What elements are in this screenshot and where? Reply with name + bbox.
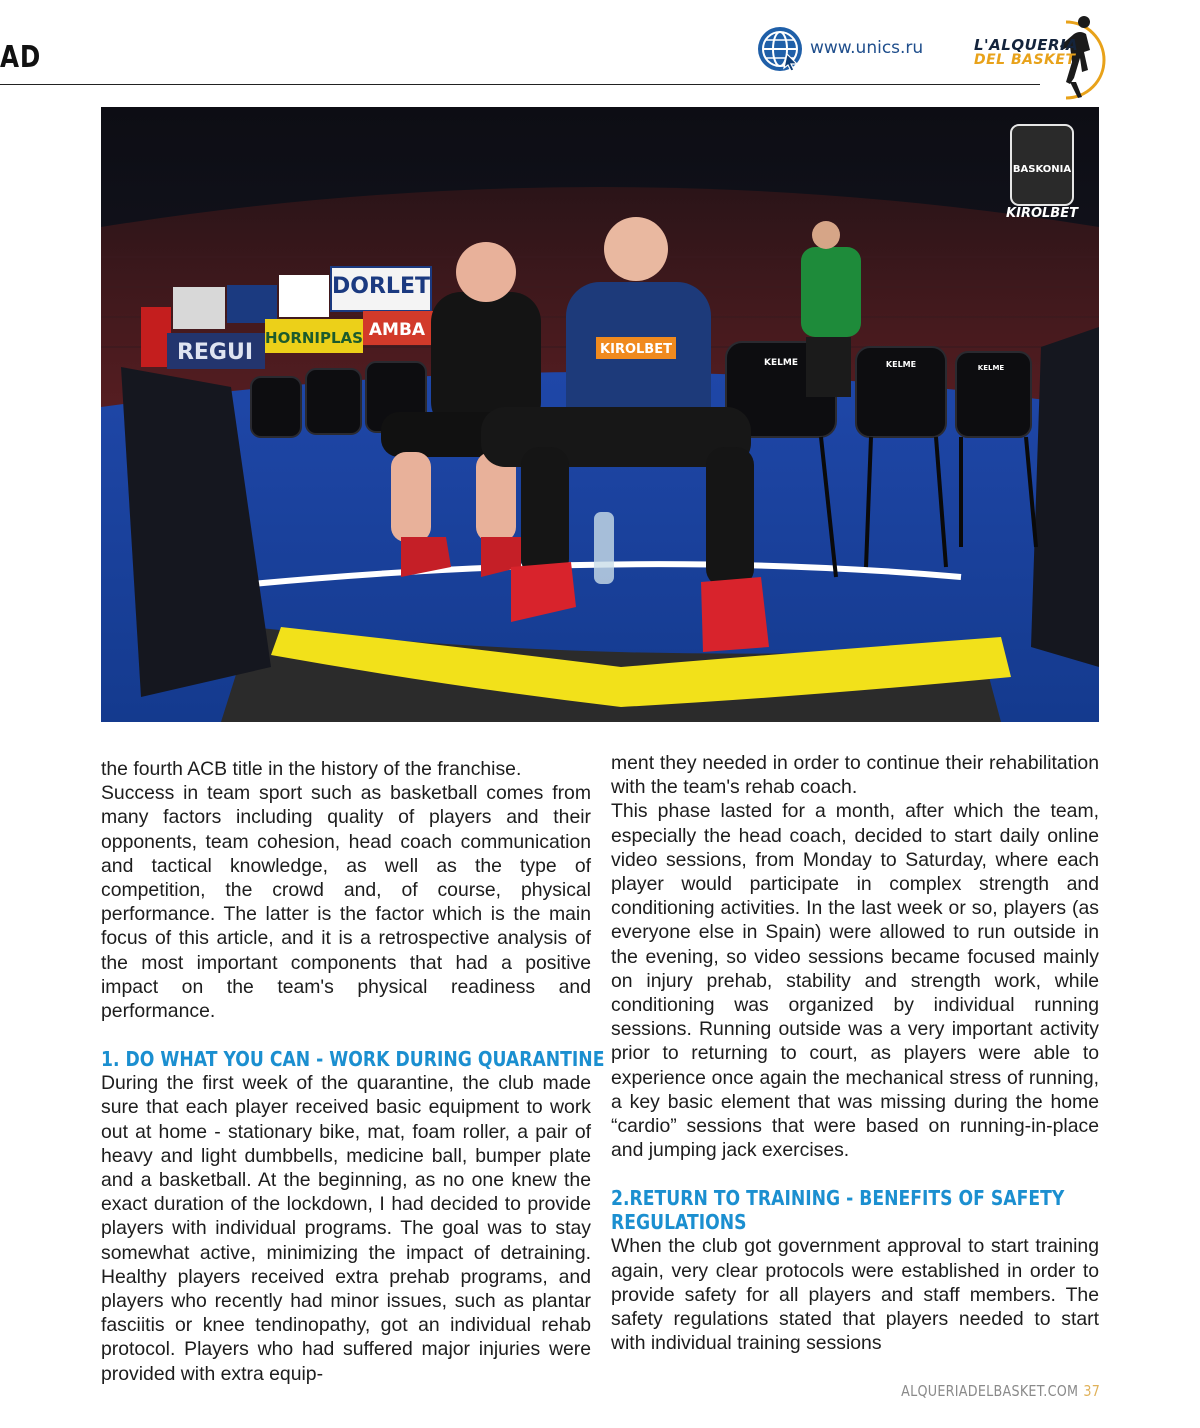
section-heading-quarantine: 1. DO WHAT YOU CAN - WORK DURING QUARANTINE <box>101 1047 605 1072</box>
arena-photo <box>101 107 1099 722</box>
page-footer <box>901 1382 1100 1400</box>
page-number: 37 <box>1083 1382 1100 1400</box>
paragraph: Success in team sport such as basketball comes from many factors including quality of players and their opponents, team cohesion, head coach communication and tactical knowledge, as well as the type of competition, the crowd and, of course, physical performance. The latter is the factor which is the main focus of this article, and it is a retrospective analysis of the most important components that had a positive impact on the team's physical readiness and performance. <box>101 782 591 1023</box>
logo-subtitle: DEL BASKET <box>974 52 1076 68</box>
svg-text:KELME: KELME <box>885 360 917 369</box>
paragraph: the fourth ACB title in the history of the franchise. <box>101 758 522 780</box>
article-column-left <box>101 757 605 1386</box>
svg-text:BASKONIA: BASKONIA <box>1012 164 1072 175</box>
article-column-right <box>611 751 1099 1355</box>
svg-text:KIROLBET: KIROLBET <box>600 342 672 357</box>
svg-text:HORNIPLAS: HORNIPLAS <box>265 329 363 347</box>
section-title-fragment: AD <box>0 40 42 75</box>
svg-text:DORLET: DORLET <box>332 274 430 299</box>
paragraph: When the club got government approval to start training again, very clear protocols were established in order to provide safety for all players and staff members. The safety regulations stated that players needed to start with individual training sessions <box>611 1235 1099 1355</box>
paragraph: ment they needed in order to continue their rehabilitation with the team's rehab coach. <box>611 752 1099 799</box>
svg-text:REGUI: REGUI <box>176 340 254 365</box>
svg-text:AMBA: AMBA <box>368 320 426 340</box>
site-url-link[interactable]: www.unics.ru <box>810 38 924 58</box>
globe-icon <box>757 26 803 72</box>
section-heading-return: 2.RETURN TO TRAINING - BENEFITS OF SAFETY REGULATIONS <box>611 1186 1065 1235</box>
paragraph: This phase lasted for a month, after which the team, especially the head coach, decided to start daily online video sessions, from Monday to Saturday, where each player would participate in complex strength and conditioning activities. In the last week or so, players (as everyone else in Spain) were allowed to run outside in the evening, so video sessions became focused mainly on injury prehab, stability and strength work, while conditioning was organized by individual running sessions. Running outside was a very important activity prior to returning to court, as players were able to experience once again the mechanical stress of running, a key basic element that was missing during the home “cardio” sessions that were based on running-in-place and jumping jack exercises. <box>611 800 1099 1162</box>
paragraph: During the first week of the quarantine, the club made sure that each player received basic equipment to work out at home - stationary bike, mat, foam roller, a pair of heavy and light dumbbells, medicine ball, bumper plate and a basketball. At the beginning, as no one knew the exact duration of the lockdown, I had decided to provide players with individual programs. The goal was to stay somewhat active, minimizing the impact of detraining. Healthy players received extra prehab programs, and players who recently had minor issues, such as plantar fasciitis or knee tendinopathy, got an individual rehab protocol. Players who had suffered major injuries were provided with extra equip- <box>101 1072 591 1385</box>
logo-title: L'ALQUERIA <box>974 36 1079 54</box>
svg-text:KIROLBET: KIROLBET <box>1006 206 1078 221</box>
svg-text:KELME: KELME <box>977 364 1005 372</box>
footer-site: ALQUERIADELBASKET.COM <box>900 1382 1079 1400</box>
header-divider <box>0 84 1040 85</box>
svg-text:KELME: KELME <box>764 358 798 368</box>
